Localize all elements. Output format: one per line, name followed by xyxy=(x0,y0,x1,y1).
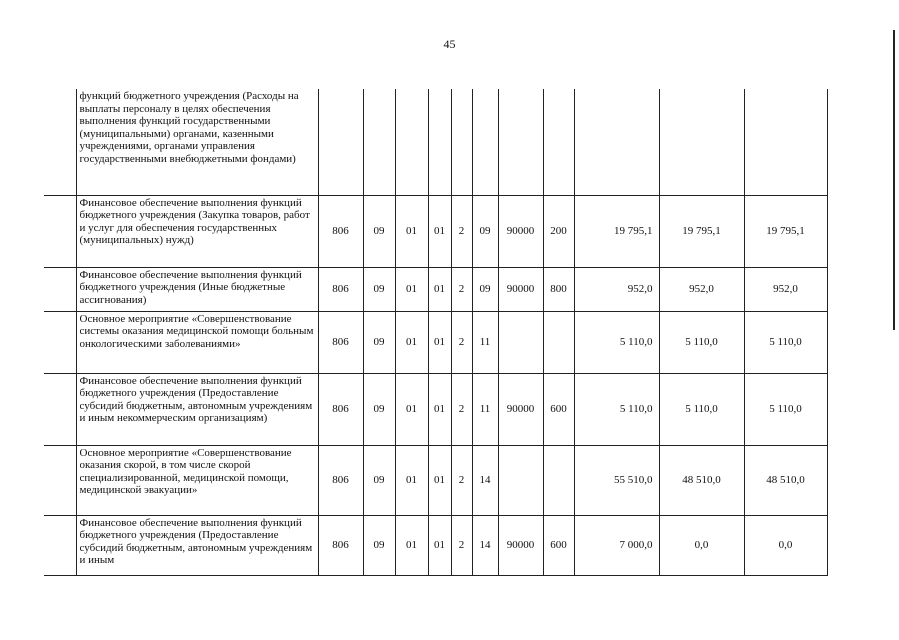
event-code: 09 xyxy=(472,267,498,311)
subsection-code xyxy=(395,89,428,195)
ministry-code: 806 xyxy=(318,311,363,373)
program-code: 01 xyxy=(428,515,451,575)
subsection-code: 01 xyxy=(395,515,428,575)
section-code: 09 xyxy=(363,267,395,311)
row-index-cell xyxy=(44,267,76,311)
table-row xyxy=(44,89,827,195)
row-description: Финансовое обеспечение выполнения функций бюджетного учреждения (Предоставление субсидий бюджетным, автономным учреждениям и иным xyxy=(76,515,318,575)
subsection-code: 01 xyxy=(395,311,428,373)
event-code: 14 xyxy=(472,445,498,515)
amount-year-1 xyxy=(574,89,659,195)
subsection-code: 01 xyxy=(395,267,428,311)
amount-year-2 xyxy=(659,89,744,195)
direction-code xyxy=(498,311,543,373)
program-code xyxy=(428,89,451,195)
ministry-code: 806 xyxy=(318,515,363,575)
subprogram-code: 2 xyxy=(451,267,472,311)
program-code: 01 xyxy=(428,445,451,515)
row-index-cell xyxy=(44,89,76,195)
event-code: 14 xyxy=(472,515,498,575)
event-code xyxy=(472,89,498,195)
subprogram-code: 2 xyxy=(451,445,472,515)
amount-year-3: 48 510,0 xyxy=(744,445,827,515)
subprogram-code: 2 xyxy=(451,195,472,267)
subprogram-code xyxy=(451,89,472,195)
subsection-code: 01 xyxy=(395,445,428,515)
expense-type-code: 600 xyxy=(543,515,574,575)
budget-table xyxy=(44,89,828,576)
ministry-code: 806 xyxy=(318,267,363,311)
amount-year-1: 5 110,0 xyxy=(574,373,659,445)
subprogram-code: 2 xyxy=(451,515,472,575)
amount-year-3: 952,0 xyxy=(744,267,827,311)
section-code: 09 xyxy=(363,515,395,575)
row-description: Финансовое обеспечение выполнения функций бюджетного учреждения (Закупка товаров, работ и услуг для обеспечения государственных (муниципальных) нужд) xyxy=(76,195,318,267)
direction-code: 90000 xyxy=(498,515,543,575)
amount-year-2: 952,0 xyxy=(659,267,744,311)
ministry-code: 806 xyxy=(318,445,363,515)
row-description: функций бюджетного учреждения (Расходы на выплаты персоналу в целях обеспечения выполнения функций государственными (муниципальными) органами, казенными учреждениями, органами управления государственными внебюджетными фондами) xyxy=(76,89,318,195)
amount-year-1: 7 000,0 xyxy=(574,515,659,575)
expense-type-code xyxy=(543,89,574,195)
table-row xyxy=(44,311,827,373)
page-edge-line xyxy=(893,30,895,330)
table-row xyxy=(44,267,827,311)
direction-code: 90000 xyxy=(498,373,543,445)
amount-year-1: 952,0 xyxy=(574,267,659,311)
section-code: 09 xyxy=(363,195,395,267)
table-row xyxy=(44,195,827,267)
program-code: 01 xyxy=(428,373,451,445)
subprogram-code: 2 xyxy=(451,311,472,373)
row-index-cell xyxy=(44,445,76,515)
row-description: Основное мероприятие «Совершенствование системы оказания медицинской помощи больным онкологическими заболеваниями» xyxy=(76,311,318,373)
amount-year-3 xyxy=(744,89,827,195)
amount-year-3: 5 110,0 xyxy=(744,373,827,445)
amount-year-2: 5 110,0 xyxy=(659,373,744,445)
direction-code xyxy=(498,445,543,515)
amount-year-2: 0,0 xyxy=(659,515,744,575)
ministry-code: 806 xyxy=(318,373,363,445)
amount-year-2: 19 795,1 xyxy=(659,195,744,267)
event-code: 09 xyxy=(472,195,498,267)
program-code: 01 xyxy=(428,195,451,267)
direction-code: 90000 xyxy=(498,267,543,311)
ministry-code xyxy=(318,89,363,195)
expense-type-code: 800 xyxy=(543,267,574,311)
ministry-code: 806 xyxy=(318,195,363,267)
row-description: Основное мероприятие «Совершенствование оказания скорой, в том числе скорой специализированной, медицинской помощи, медицинской эвакуации» xyxy=(76,445,318,515)
page-number: 45 xyxy=(443,37,456,51)
row-description: Финансовое обеспечение выполнения функций бюджетного учреждения (Предоставление субсидий бюджетным, автономным учреждениям и иным некоммерческим организациям) xyxy=(76,373,318,445)
amount-year-3: 19 795,1 xyxy=(744,195,827,267)
event-code: 11 xyxy=(472,311,498,373)
expense-type-code: 600 xyxy=(543,373,574,445)
row-index-cell xyxy=(44,195,76,267)
section-code: 09 xyxy=(363,373,395,445)
program-code: 01 xyxy=(428,311,451,373)
table-row xyxy=(44,515,827,575)
row-description: Финансовое обеспечение выполнения функций бюджетного учреждения (Иные бюджетные ассигнования) xyxy=(76,267,318,311)
table-row xyxy=(44,373,827,445)
row-index-cell xyxy=(44,373,76,445)
expense-type-code xyxy=(543,311,574,373)
event-code: 11 xyxy=(472,373,498,445)
subsection-code: 01 xyxy=(395,195,428,267)
amount-year-1: 5 110,0 xyxy=(574,311,659,373)
amount-year-3: 0,0 xyxy=(744,515,827,575)
amount-year-3: 5 110,0 xyxy=(744,311,827,373)
subsection-code: 01 xyxy=(395,373,428,445)
subprogram-code: 2 xyxy=(451,373,472,445)
expense-type-code: 200 xyxy=(543,195,574,267)
amount-year-2: 5 110,0 xyxy=(659,311,744,373)
table-row xyxy=(44,445,827,515)
section-code: 09 xyxy=(363,445,395,515)
program-code: 01 xyxy=(428,267,451,311)
section-code: 09 xyxy=(363,311,395,373)
amount-year-1: 19 795,1 xyxy=(574,195,659,267)
amount-year-2: 48 510,0 xyxy=(659,445,744,515)
section-code xyxy=(363,89,395,195)
direction-code xyxy=(498,89,543,195)
row-index-cell xyxy=(44,311,76,373)
amount-year-1: 55 510,0 xyxy=(574,445,659,515)
expense-type-code xyxy=(543,445,574,515)
row-index-cell xyxy=(44,515,76,575)
direction-code: 90000 xyxy=(498,195,543,267)
